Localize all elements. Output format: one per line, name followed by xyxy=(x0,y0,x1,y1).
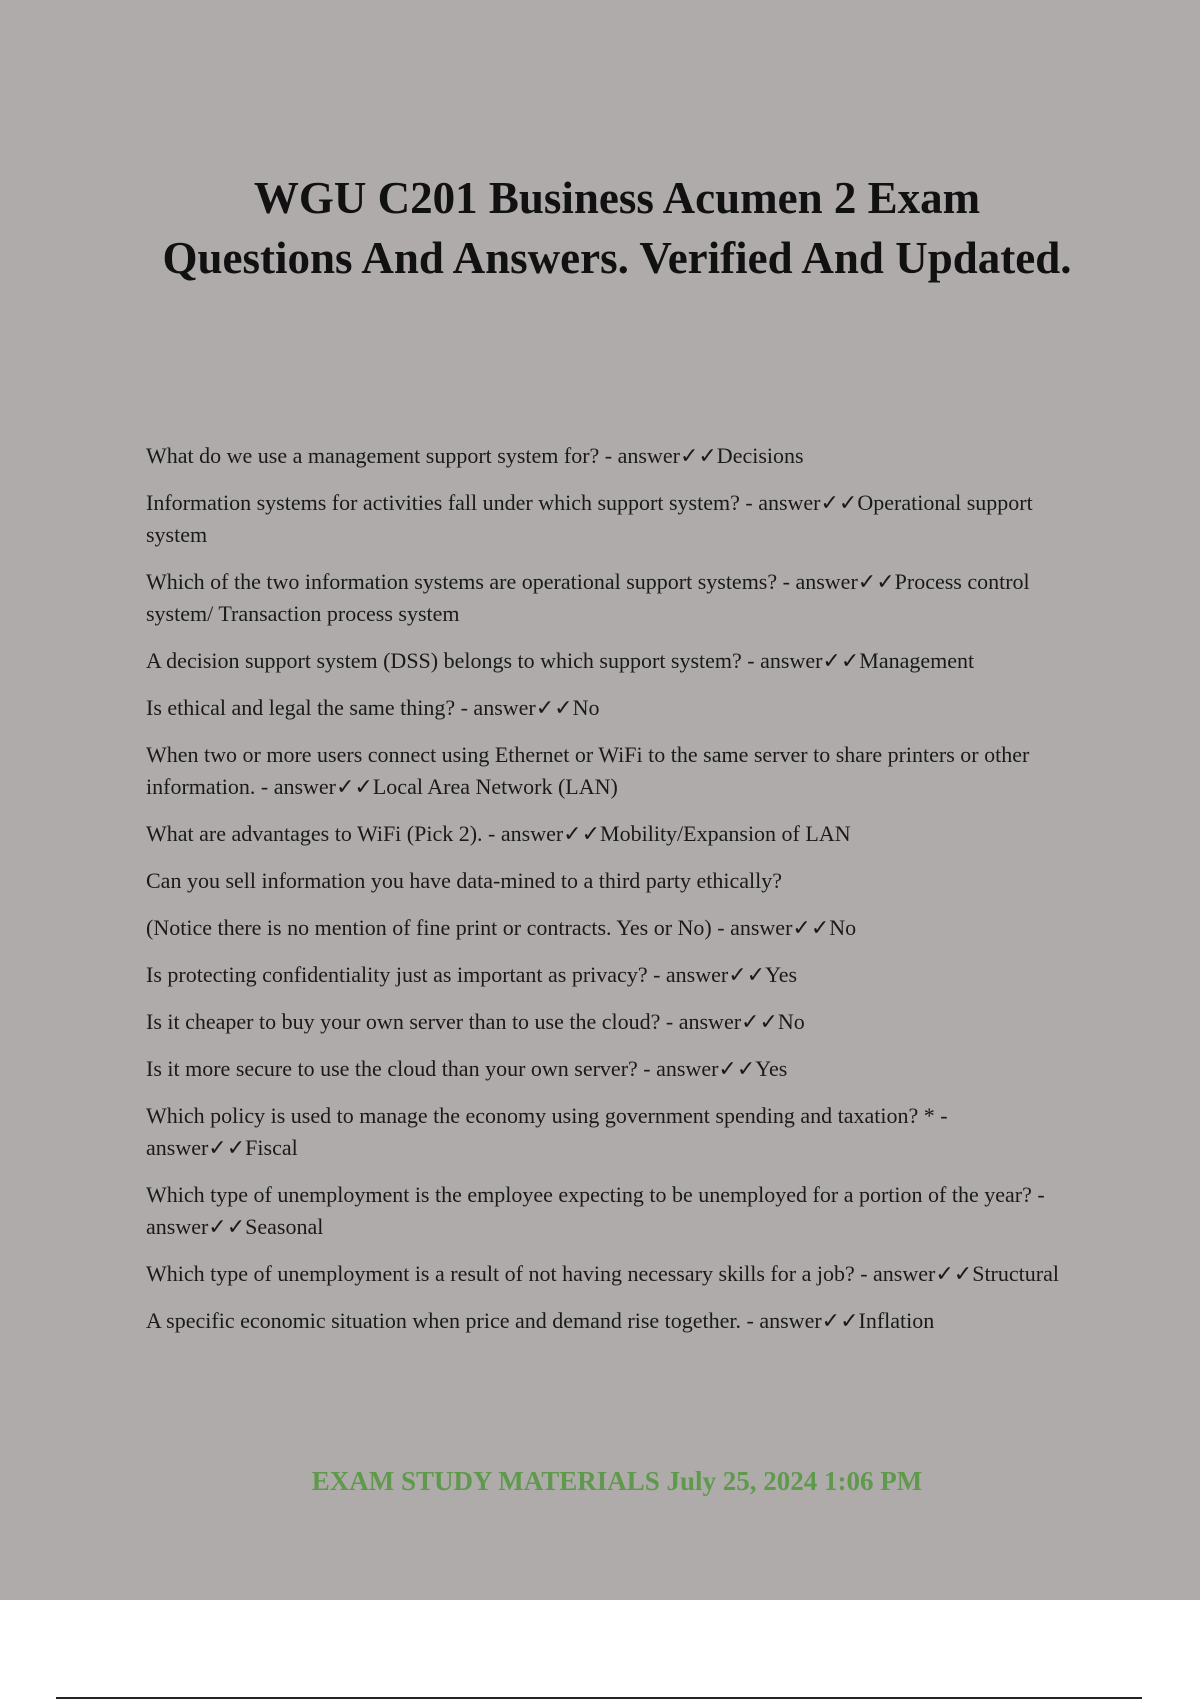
qa-item: Is ethical and legal the same thing? - answer✓✓No xyxy=(146,695,600,720)
qa-item: Is it cheaper to buy your own server than to use the cloud? - answer✓✓No xyxy=(146,1009,805,1034)
qa-item: When two or more users connect using Ethernet or WiFi to the same server to share printers or other information. - answer✓✓Local Area Network (LAN) xyxy=(146,742,1030,799)
qa-item: Which type of unemployment is a result of not having necessary skills for a job? - answer✓✓Structural xyxy=(146,1261,1059,1286)
qa-item: Which type of unemployment is the employee expecting to be unemployed for a portion of the year? - answer✓✓Seasonal xyxy=(146,1182,1045,1239)
qa-item: Is it more secure to use the cloud than your own server? - answer✓✓Yes xyxy=(146,1056,788,1081)
qa-item: What do we use a management support system for? - answer✓✓Decisions xyxy=(146,443,804,468)
qa-list xyxy=(146,440,1076,1352)
qa-item: Is protecting confidentiality just as important as privacy? - answer✓✓Yes xyxy=(146,962,798,987)
qa-item: Can you sell information you have data-mined to a third party ethically? xyxy=(146,868,782,893)
qa-item: Information systems for activities fall under which support system? - answer✓✓Operational support system xyxy=(146,490,1033,547)
page-bottom-rule xyxy=(56,1697,1142,1699)
qa-item: What are advantages to WiFi (Pick 2). - answer✓✓Mobility/Expansion of LAN xyxy=(146,821,851,846)
qa-item: A decision support system (DSS) belongs to which support system? - answer✓✓Management xyxy=(146,648,975,673)
qa-item: (Notice there is no mention of fine print or contracts. Yes or No) - answer✓✓No xyxy=(146,915,857,940)
qa-item: A specific economic situation when price and demand rise together. - answer✓✓Inflation xyxy=(146,1308,935,1333)
qa-item: Which of the two information systems are operational support systems? - answer✓✓Process control system/ Transaction process system xyxy=(146,569,1030,626)
qa-item: Which policy is used to manage the economy using government spending and taxation? * - answer✓✓Fiscal xyxy=(146,1103,948,1160)
document-title: WGU C201 Business Acumen 2 Exam Questions And Answers. Verified And Updated. xyxy=(162,173,1072,283)
footer-stamp: EXAM STUDY MATERIALS July 25, 2024 1:06 PM xyxy=(311,1466,923,1496)
